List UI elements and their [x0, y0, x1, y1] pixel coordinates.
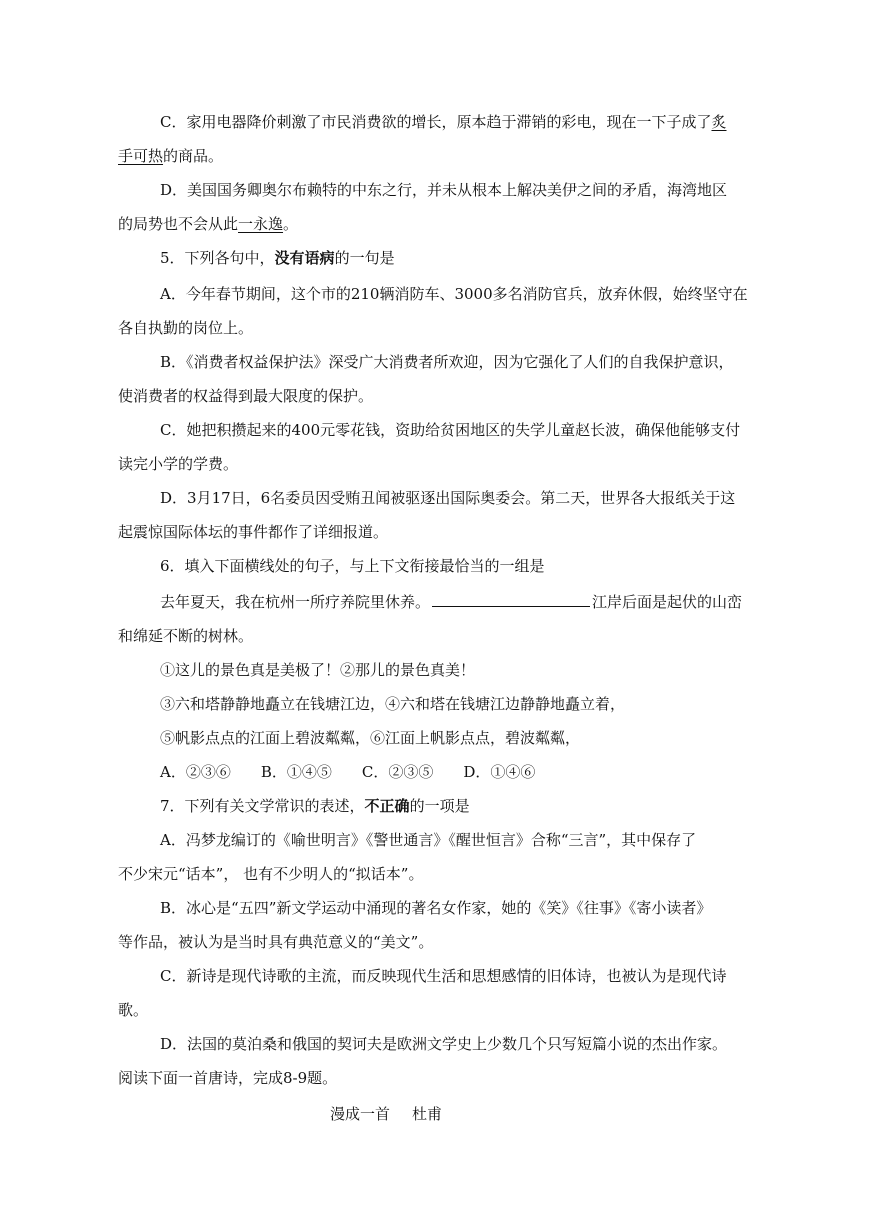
- q6-passage-line2: 和绵延不断的树林。: [118, 627, 254, 645]
- q7-option-a-line2: 不少宋元“话本”， 也有不少明人的“拟话本”。: [118, 865, 424, 883]
- q5-option-c-line1: C．她把积攒起来的400元零花钱，资助给贫困地区的失学儿童赵长波，确保他能够支付: [160, 421, 741, 439]
- q4-option-c-line1: C．家用电器降价刺激了市民消费欲的增长，原本趋于滞销的彩电，现在一下子成了炙: [160, 113, 727, 131]
- q7-option-d-line1: D．法国的莫泊桑和俄国的契诃夫是欧洲文学史上少数几个只写短篇小说的杰出作家。: [160, 1035, 728, 1053]
- q5-option-a-line1: A．今年春节期间，这个市的210辆消防车、3000多名消防官兵，放弃休假，始终坚守在: [160, 285, 748, 303]
- q6-passage-line1: 去年夏天，我在杭州一所疗养院里休养。 江岸后面是起伏的山峦: [160, 593, 743, 611]
- q5-stem: 5．下列各句中，没有语病的一句是: [160, 249, 395, 267]
- q5-option-b-line1: B．《消费者权益保护法》深受广大消费者所欢迎，因为它强化了人们的自我保护意识，: [160, 353, 734, 371]
- q7-stem: 7．下列有关文学常识的表述，不正确的一项是: [160, 797, 470, 815]
- q5-option-b-line2: 使消费者的权益得到最大限度的保护。: [118, 387, 374, 405]
- reading-instruction: 阅读下面一首唐诗，完成8-9题。: [118, 1069, 338, 1087]
- fill-in-blank: [432, 592, 590, 607]
- q7-option-c-line2: 歌。: [118, 1001, 149, 1019]
- q4-option-d-line2: 的局势也不会从此一永逸。: [118, 215, 299, 233]
- q7-option-a-line1: A．冯梦龙编订的《喻世明言》《警世通言》《醒世恒言》合称“三言”，其中保存了: [160, 831, 697, 849]
- q6-choice-line3: ⑤帆影点点的江面上碧波粼粼，⑥江面上帆影点点，碧波粼粼，: [160, 729, 581, 747]
- q6-stem: 6．填入下面横线处的句子，与上下文衔接最恰当的一组是: [160, 557, 545, 575]
- q4-option-c-line2: 手可热的商品。: [118, 147, 224, 165]
- q7-option-b-line2: 等作品，被认为是当时具有典范意义的“美文”。: [118, 933, 434, 951]
- q5-option-d-line1: D．3月17日，6名委员因受贿丑闻被驱逐出国际奥委会。第二天，世界各大报纸关于这: [160, 489, 736, 507]
- q7-option-c-line1: C．新诗是现代诗歌的主流，而反映现代生活和思想感情的旧体诗，也被认为是现代诗: [160, 967, 727, 985]
- q5-option-d-line2: 起震惊国际体坛的事件都作了详细报道。: [118, 523, 389, 541]
- q4-option-d-line1: D．美国国务卿奥尔布赖特的中东之行，并未从根本上解决美伊之间的矛盾，海湾地区: [160, 181, 728, 199]
- q5-option-a-line2: 各自执勤的岗位上。: [118, 319, 254, 337]
- q6-options: A．②③⑥ B．①④⑤ C．②③⑤ D．①④⑥: [160, 763, 536, 781]
- q5-option-c-line2: 读完小学的学费。: [118, 455, 239, 473]
- q6-choice-line2: ③六和塔静静地矗立在钱塘江边，④六和塔在钱塘江边静静地矗立着，: [160, 695, 626, 713]
- poem-title: 漫成一首 杜甫: [330, 1105, 443, 1123]
- q6-choice-line1: ①这儿的景色真是美极了！②那儿的景色真美！: [160, 661, 476, 679]
- q7-option-b-line1: B．冰心是“五四”新文学运动中涌现的著名女作家，她的《笑》《往事》《寄小读者》: [160, 899, 712, 917]
